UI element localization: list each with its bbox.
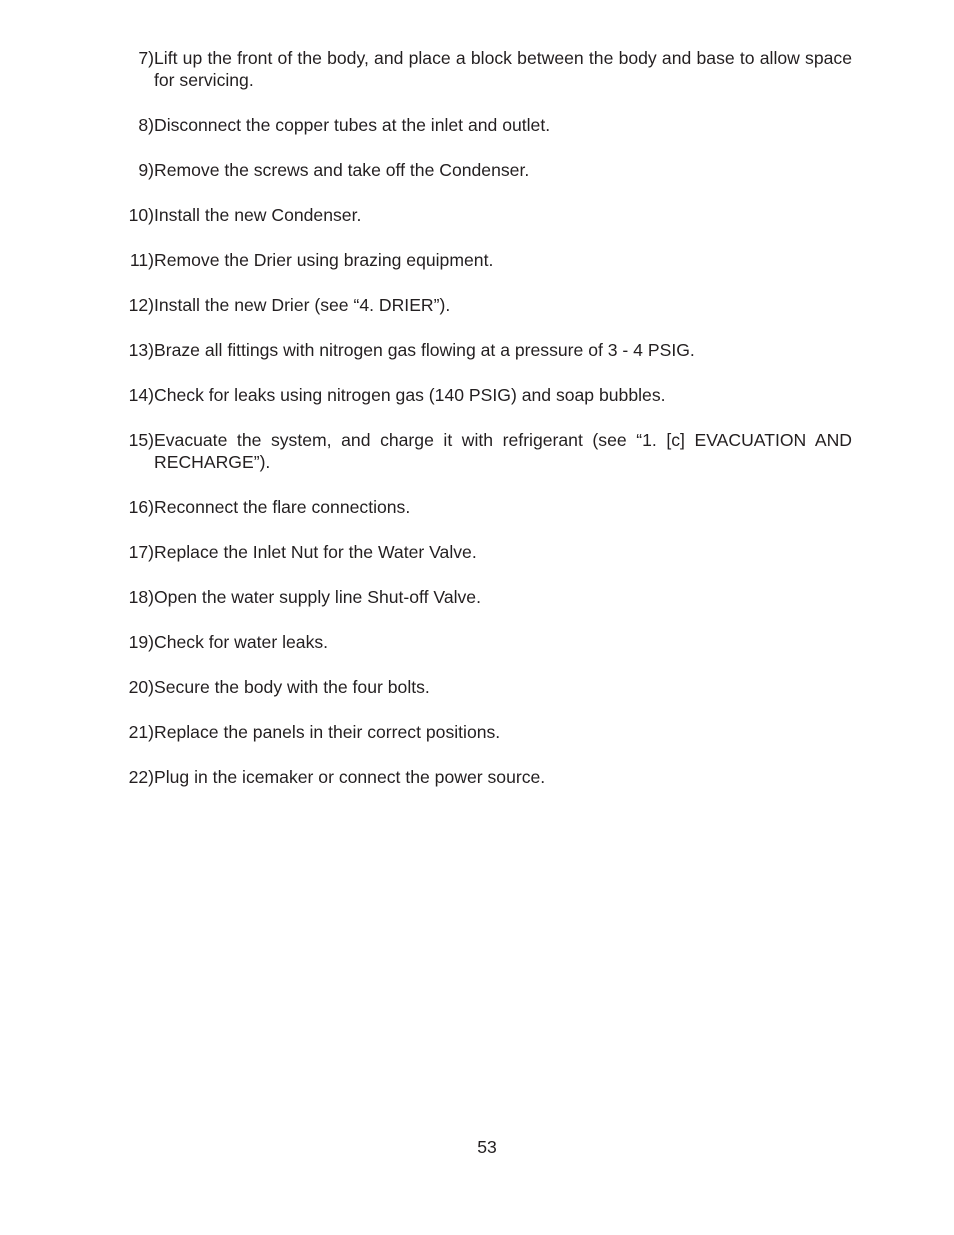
step-number: 7): [138, 48, 154, 68]
step-text: Install the new Condenser.: [154, 205, 362, 225]
step-number: 12): [128, 295, 154, 315]
step-text: Braze all fittings with nitrogen gas flowing at a pressure of 3 - 4 PSIG.: [154, 340, 695, 360]
step-number: 15): [128, 430, 154, 450]
step-text: Reconnect the flare connections.: [154, 497, 411, 517]
step-number: 20): [128, 677, 154, 697]
step-item: [114, 586, 852, 608]
step-number: 8): [138, 115, 154, 135]
step-item: [114, 429, 852, 473]
step-number: 9): [138, 160, 154, 180]
step-number: 17): [128, 542, 154, 562]
step-item: [114, 294, 852, 316]
step-item: [114, 249, 852, 271]
step-item: [114, 631, 852, 653]
step-item: [114, 766, 852, 788]
step-text: Secure the body with the four bolts.: [154, 677, 430, 697]
step-item: [114, 384, 852, 406]
procedure-step-list: [114, 47, 852, 811]
step-item: [114, 496, 852, 518]
step-number: 16): [128, 497, 154, 517]
step-item: [114, 541, 852, 563]
step-number: 19): [128, 632, 154, 652]
step-text: Plug in the icemaker or connect the power source.: [154, 767, 546, 787]
step-text: Evacuate the system, and charge it with refrigerant (see “1. [c] EVACUATION AND RECHARGE”).: [154, 430, 852, 472]
step-item: [114, 47, 852, 91]
step-text: Replace the panels in their correct positions.: [154, 722, 501, 742]
step-item: [114, 159, 852, 181]
step-text: Remove the Drier using brazing equipment.: [154, 250, 494, 270]
step-text: Open the water supply line Shut-off Valve.: [154, 587, 481, 607]
step-text: Disconnect the copper tubes at the inlet and outlet.: [154, 115, 551, 135]
step-item: [114, 204, 852, 226]
step-text: Remove the screws and take off the Condenser.: [154, 160, 530, 180]
page-number: 53: [477, 1137, 497, 1157]
step-number: 13): [128, 340, 154, 360]
step-text: Install the new Drier (see “4. DRIER”).: [154, 295, 451, 315]
step-number: 21): [128, 722, 154, 742]
step-number: 10): [128, 205, 154, 225]
step-item: [114, 721, 852, 743]
step-text: Replace the Inlet Nut for the Water Valve.: [154, 542, 477, 562]
step-text: Check for leaks using nitrogen gas (140 PSIG) and soap bubbles.: [154, 385, 666, 405]
step-number: 22): [128, 767, 154, 787]
step-item: [114, 114, 852, 136]
step-item: [114, 676, 852, 698]
step-number: 14): [128, 385, 154, 405]
step-number: 18): [128, 587, 154, 607]
step-item: [114, 339, 852, 361]
step-text: Check for water leaks.: [154, 632, 329, 652]
step-number: 11): [129, 250, 154, 270]
step-text: Lift up the front of the body, and place a block between the body and base to allow space for servicing.: [154, 48, 852, 90]
